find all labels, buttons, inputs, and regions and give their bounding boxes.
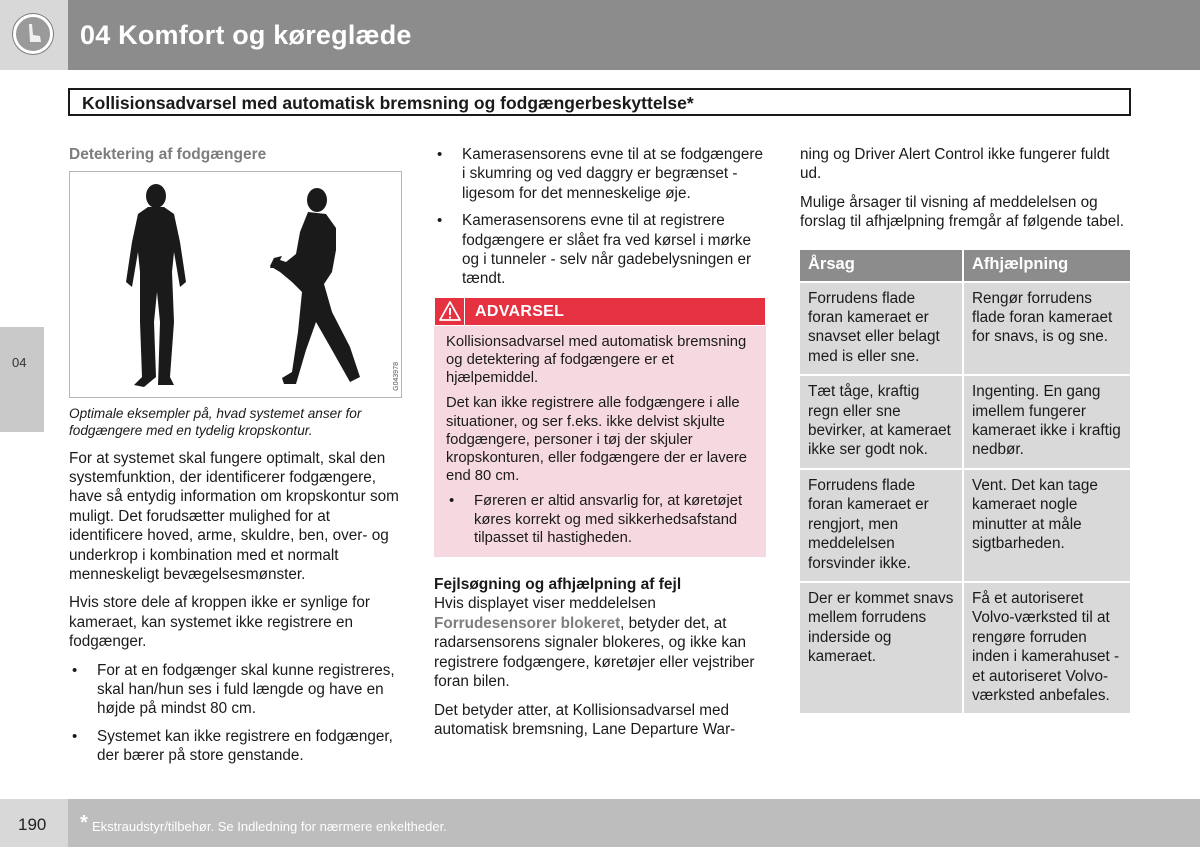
column-header-remedy: Afhjælpning bbox=[964, 250, 1130, 281]
paragraph-message bbox=[434, 594, 768, 691]
section-title: Kollisionsadvarsel med automatisk bremsning og fodgængerbeskyttelse* bbox=[82, 93, 694, 113]
table-header-row bbox=[800, 250, 1130, 281]
pedestrian-figure bbox=[69, 171, 402, 398]
walking-person-silhouette bbox=[270, 188, 360, 384]
subheading-troubleshooting: Fejlsøgning og afhjælpning af fejl bbox=[434, 576, 682, 594]
table-row bbox=[800, 470, 1130, 581]
bullet-item: • For at en fodgænger skal kunne registreres, skal han/hun ses i fuld længde og have en højde på mindst 80 cm. bbox=[69, 661, 404, 719]
footnote-text: Ekstraudstyr/tilbehør. Se Indledning for nærmere enkeltheder. bbox=[92, 819, 447, 834]
chapter-tab-label: 04 bbox=[12, 355, 27, 370]
remedy-cell: Ingenting. En gang imellem fungerer kameraet ikke i kraftig nedbør. bbox=[964, 376, 1130, 468]
bullet-item: • Kamerasensorens evne til at se fodgængere i skumring og ved daggry er begrænset - ligesom for det menneskelige øje. bbox=[434, 145, 768, 203]
warning-bullet-list bbox=[446, 492, 754, 547]
cause-cell: Der er kommet snavs mellem forrudens inderside og kameraet. bbox=[800, 583, 962, 713]
table-row bbox=[800, 583, 1130, 713]
paragraph: Hvis store dele af kroppen ikke er synlige for kameraet, kan systemet ikke registrere en fodgænger. bbox=[69, 594, 370, 651]
page-number-box bbox=[0, 799, 68, 847]
bullet-item: • Kamerasensorens evne til at registrere fodgængere er slået fra ved kørsel i mørke og i tunneler - selv når gadebelysningen er tændt. bbox=[434, 211, 768, 289]
warning-paragraph: Det kan ikke registrere alle fodgængere i alle situationer, og ser f.eks. ikke delvist skjulte fodgængere, personer i tøj der skjuler kropskonturen, eller fodgængere der er lavere end 80 cm. bbox=[446, 395, 748, 485]
bullet-list bbox=[434, 145, 768, 289]
warning-triangle-icon bbox=[439, 300, 461, 322]
page-number: 190 bbox=[18, 815, 47, 834]
remedy-cell: Vent. Det kan tage kameraet nogle minutter at måle sigtbarheden. bbox=[964, 470, 1130, 581]
bullet-item: • Systemet kan ikke registrere en fodgænger, der bærer på store genstande. bbox=[69, 727, 404, 766]
remedy-cell: Rengør forrudens flade foran kameraet for snavs, is og sne. bbox=[964, 283, 1130, 375]
column-2 bbox=[434, 145, 768, 748]
paragraph: For at systemet skal fungere optimalt, skal den systemfunktion, der identificerer fodgængere, have så entydig information om kropskontur som muligt. Det forudsætter mulighed for at identificere hoved, arme, skuldre, ben, over- og underkrop i kombination med et normalt menneskeligt bevægelsesmønster. bbox=[69, 449, 399, 584]
warning-title: ADVARSEL bbox=[475, 302, 565, 320]
warning-paragraph: Kollisionsadvarsel med automatisk bremsning og detektering af fodgængere er et hjælpemiddel. bbox=[446, 333, 747, 387]
table-row bbox=[800, 283, 1130, 375]
cause-cell: Forrudens flade foran kameraet er snavset eller belagt med is eller sne. bbox=[800, 283, 962, 375]
table-row bbox=[800, 376, 1130, 468]
warning-header bbox=[434, 297, 766, 326]
troubleshooting-table bbox=[798, 248, 1132, 716]
display-message: Forrudesensorer blokeret bbox=[434, 614, 621, 632]
cause-cell: Forrudens flade foran kameraet er rengjort, men meddelelsen forsvinder ikke. bbox=[800, 470, 962, 581]
figure-caption: Optimale eksempler på, hvad systemet anser for fodgængere med en tydelig kropskontur. bbox=[69, 406, 362, 438]
warning-icon-box bbox=[435, 298, 465, 325]
warning-body bbox=[434, 326, 766, 557]
warning-bullet-item: • Føreren er altid ansvarlig for, at køretøjet køres korrekt og med sikkerhedsafstand tilpasset til hastigheden. bbox=[446, 492, 754, 547]
chapter-title: 04 Komfort og køreglæde bbox=[80, 20, 412, 50]
seat-icon bbox=[13, 14, 53, 54]
standing-person-silhouette bbox=[126, 184, 186, 387]
bullet-list bbox=[69, 661, 404, 766]
cause-cell: Tæt tåge, kraftig regn eller sne bevirker, at kameraet ikke ser godt nok. bbox=[800, 376, 962, 468]
paragraph-rest: , betyder det, at radarsensorens signaler blokeres, og ikke kan registrere fodgængere, køretøjer eller vejstriber foran bilen. bbox=[434, 614, 755, 691]
column-header-cause: Årsag bbox=[800, 250, 962, 281]
warning-box bbox=[434, 297, 766, 557]
footnote-star: * bbox=[80, 812, 88, 834]
paragraph-lead: Hvis displayet viser meddelelsen bbox=[434, 595, 656, 613]
chapter-tab bbox=[0, 325, 44, 432]
chapter-header bbox=[68, 0, 1200, 70]
footer-band bbox=[68, 799, 1200, 847]
chapter-badge bbox=[0, 0, 68, 70]
subheading-pedestrian-detection: Detektering af fodgængere bbox=[69, 146, 267, 163]
paragraph: Mulige årsager til visning af meddelelsen og forslag til afhjælpning fremgår af følgende tabel. bbox=[800, 193, 1124, 231]
paragraph: ning og Driver Alert Control ikke fungerer fuldt ud. bbox=[800, 146, 1110, 183]
column-1 bbox=[69, 145, 404, 774]
paragraph: Det betyder atter, at Kollisionsadvarsel med automatisk bremsning, Lane Departure War- bbox=[434, 701, 736, 738]
column-3 bbox=[800, 145, 1132, 715]
figure-code: G043978 bbox=[393, 362, 400, 392]
pedestrian-silhouettes bbox=[70, 172, 403, 399]
section-title-box bbox=[68, 88, 1131, 116]
remedy-cell: Få et autoriseret Volvo-værksted til at rengøre forruden inden i kamerahuset - et autoriseret Volvo-værksted anbefales. bbox=[964, 583, 1130, 713]
